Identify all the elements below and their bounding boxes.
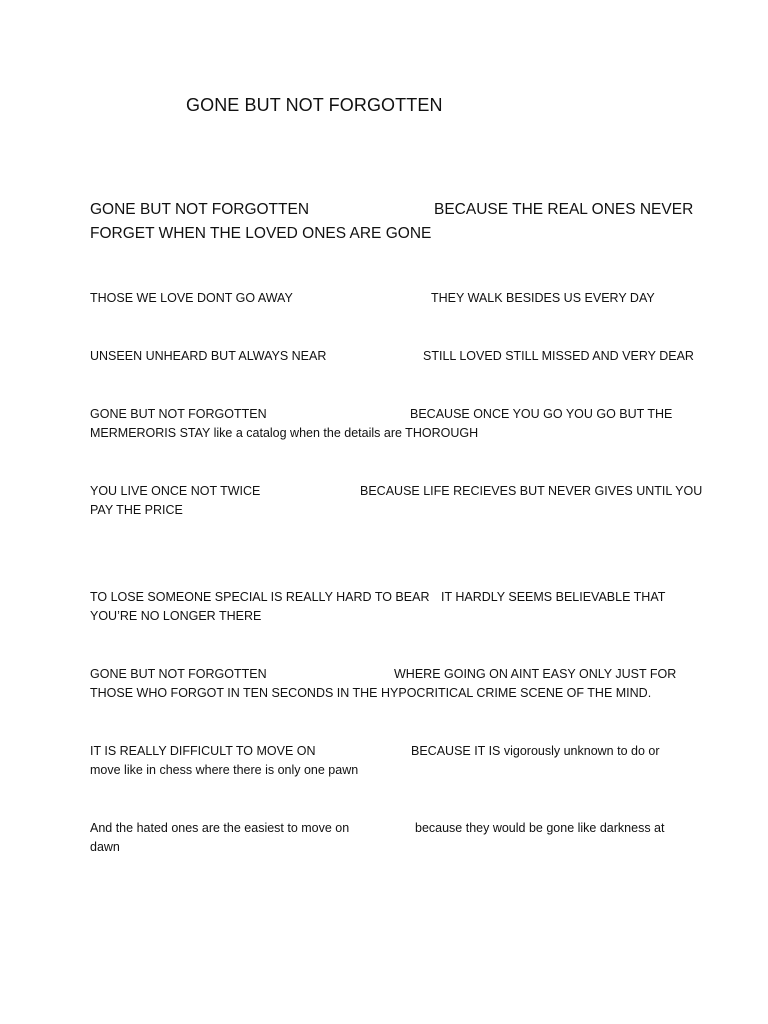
stanza-left-text: GONE BUT NOT FORGOTTEN [90,407,267,421]
stanza-continuation: PAY THE PRICE [90,503,183,517]
stanza-left-text: GONE BUT NOT FORGOTTEN [90,667,267,681]
stanza-left-text: And the hated ones are the easiest to move on [90,821,350,835]
stanza-line [90,588,668,607]
stanza-right-text: THEY WALK BESIDES US EVERY DAY [431,291,655,305]
stanza-line [90,347,694,366]
stanza-right-text: IT HARDLY SEEMS BELIEVABLE THAT [441,590,666,604]
stanza-right-text: BECAUSE IT IS vigorously unknown to do or [411,744,660,758]
stanza-right-text: BECAUSE ONCE YOU GO YOU GO BUT THE [410,407,673,421]
stanza-continuation: move like in chess where there is only one pawn [90,763,359,777]
stanza-continuation: FORGET WHEN THE LOVED ONES ARE GONE [90,225,432,242]
stanza-line [90,665,677,684]
stanza [90,819,668,857]
stanza-right-text: STILL LOVED STILL MISSED AND VERY DEAR [423,349,694,363]
stanza [90,198,694,246]
stanza-left-text: UNSEEN UNHEARD BUT ALWAYS NEAR [90,349,327,363]
stanza-continuation: MERMERORIS STAY like a catalog when the details are THOROUGH [90,426,479,440]
stanza-right-text: BECAUSE LIFE RECIEVES BUT NEVER GIVES UNTIL YOU [360,484,703,498]
page-title: GONE BUT NOT FORGOTTEN [186,95,443,115]
stanza-left-text: YOU LIVE ONCE NOT TWICE [90,484,261,498]
stanza-continuation: THOSE WHO FORGOT IN TEN SECONDS IN THE HYPOCRITICAL CRIME SCENE OF THE MIND. [90,686,652,700]
stanza-continuation: YOU’RE NO LONGER THERE [90,609,262,623]
stanza [90,588,668,626]
stanza-continuation: dawn [90,840,120,854]
stanza-left-text: IT IS REALLY DIFFICULT TO MOVE ON [90,744,316,758]
stanza-left-text: THOSE WE LOVE DONT GO AWAY [90,291,293,305]
stanza-left-text: TO LOSE SOMEONE SPECIAL IS REALLY HARD TO BEAR [90,590,430,604]
stanza-left-text: GONE BUT NOT FORGOTTEN [90,201,310,218]
stanza [90,405,673,443]
stanza [90,742,668,780]
stanza [90,289,668,308]
stanza-right-text: because they would be gone like darkness at [415,821,665,835]
stanza [90,482,703,520]
stanza [90,665,677,703]
stanza-right-text: WHERE GOING ON AINT EASY ONLY JUST FOR [394,667,677,681]
stanza-line [90,482,703,501]
stanza [90,347,694,366]
stanza-line [90,198,694,222]
stanza-line [90,742,668,761]
stanza-line [90,289,668,308]
stanza-line [90,405,673,424]
stanza-line [90,819,668,838]
stanza-right-text: BECAUSE THE REAL ONES NEVER [434,201,694,218]
